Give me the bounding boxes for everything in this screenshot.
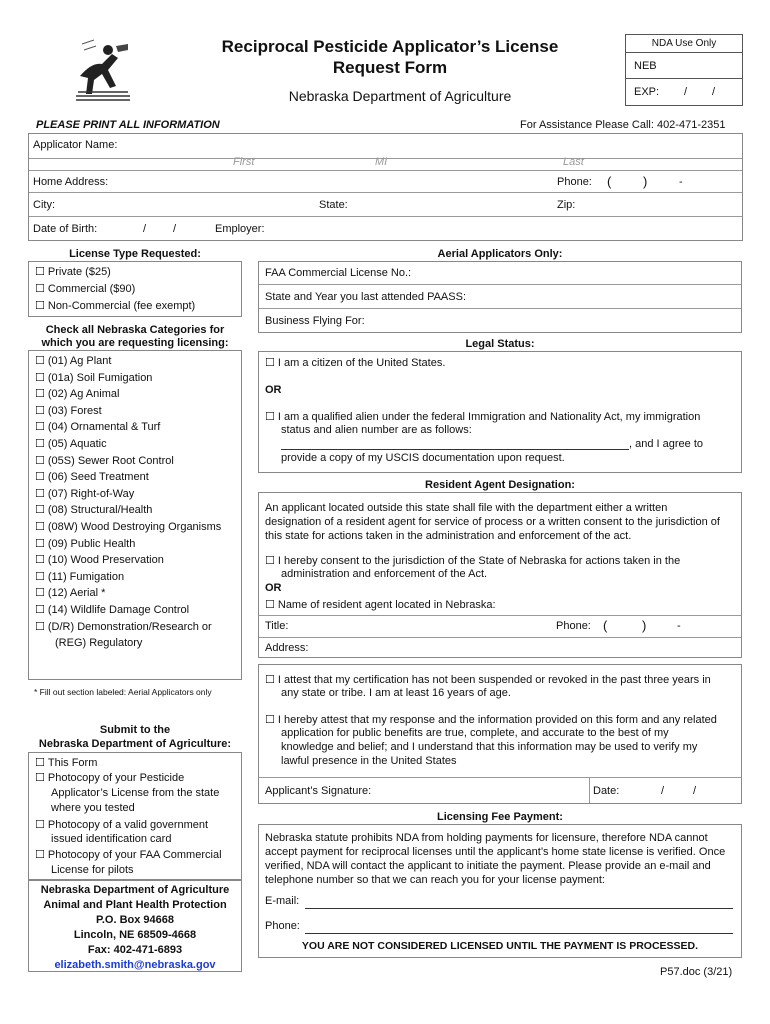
- attest-accuracy-checkbox[interactable]: ☐ I hereby attest that my response and the information provided on this form and any related: [265, 713, 717, 726]
- submit-item-line: issued identification card: [51, 832, 172, 845]
- submit-heading: [28, 723, 242, 751]
- nda-exp-slash1: /: [684, 86, 688, 98]
- category-checkbox[interactable]: ☐ (08) Structural/Health: [35, 502, 221, 519]
- category-checkbox[interactable]: ☐ (05) Aquatic: [35, 436, 221, 453]
- logo: [72, 36, 134, 104]
- license-type-box: [28, 261, 242, 317]
- submit-item-checkbox[interactable]: ☐ Photocopy of a valid government: [35, 817, 222, 832]
- category-checkbox[interactable]: ☐ (10) Wood Preservation: [35, 552, 221, 569]
- attest2-line2: application for public benefits are true, complete, and accurate to the best of my: [281, 727, 669, 739]
- assistance-phone: For Assistance Please Call: 402-471-2351: [520, 119, 726, 131]
- categories-heading: [28, 324, 242, 350]
- fee-line3: verified, NDA will contact the applicant to initiate the payment. Please provide an e-mail and: [265, 860, 711, 872]
- phone-dash: -: [679, 176, 683, 188]
- citizen-checkbox[interactable]: ☐ I am a citizen of the United States.: [265, 356, 445, 369]
- address-line3: P.O. Box 94668: [95, 914, 175, 926]
- agent-phone-close: ): [642, 618, 647, 633]
- category-checkbox[interactable]: ☐ (09) Public Health: [35, 536, 221, 553]
- dob-slash1: /: [143, 223, 147, 235]
- categories-footnote: * Fill out section labeled: Aerial Applicators only: [34, 687, 212, 697]
- category-checkbox[interactable]: ☐ (08W) Wood Destroying Organisms: [35, 519, 221, 536]
- farmer-sowing-icon: [72, 36, 134, 104]
- submit-item-line: License for pilots: [51, 863, 134, 876]
- city-label: City:: [33, 199, 55, 211]
- attestation-box: [258, 664, 742, 804]
- fee-email-field[interactable]: [305, 895, 733, 909]
- address-line4: Lincoln, NE 68509-4668: [73, 929, 197, 941]
- date-slash2: /: [693, 785, 697, 797]
- license-type-heading: License Type Requested:: [69, 248, 201, 260]
- categories-box: [28, 350, 242, 680]
- categories-heading-line1: Check all Nebraska Categories for: [45, 324, 225, 336]
- agent-name-checkbox[interactable]: ☐ Name of resident agent located in Nebraska:: [265, 598, 496, 611]
- categories-list: [35, 353, 221, 635]
- applicant-section: [28, 133, 743, 241]
- agent-address-label: Address:: [265, 642, 309, 654]
- legal-status-heading: Legal Status:: [465, 338, 535, 350]
- address-line2: Animal and Plant Health Protection: [43, 899, 227, 911]
- nda-address-box: [28, 880, 242, 972]
- nda-exp-row: [626, 79, 742, 105]
- category-checkbox[interactable]: ☐ (14) Wildlife Damage Control: [35, 602, 221, 619]
- fee-email-label: E-mail:: [265, 895, 300, 907]
- category-checkbox[interactable]: ☐ (11) Fumigation: [35, 569, 221, 586]
- applicator-name-label: Applicator Name:: [33, 139, 118, 151]
- nda-exp-slash2: /: [712, 86, 716, 98]
- first-name-hint: First: [233, 156, 255, 168]
- fee-phone-label: Phone:: [265, 920, 300, 932]
- attest2-line3: knowledge and belief; and I understand that this information may be used to verify my: [281, 741, 698, 753]
- agent-phone-label: Phone:: [556, 620, 591, 632]
- fee-warning: YOU ARE NOT CONSIDERED LICENSED UNTIL THE PAYMENT IS PROCESSED.: [301, 940, 699, 952]
- dob-label: Date of Birth:: [33, 223, 98, 235]
- footer-doc-code: P57.doc (3/21): [660, 966, 733, 978]
- license-option-commercial[interactable]: ☐ Commercial ($90): [35, 282, 135, 295]
- category-checkbox[interactable]: ☐ (05S) Sewer Root Control: [35, 453, 221, 470]
- category-checkbox[interactable]: ☐ (01a) Soil Fumigation: [35, 370, 221, 387]
- attest-certification-checkbox[interactable]: ☐ I attest that my certification has not been suspended or revoked in the past three years in: [265, 673, 711, 686]
- license-option-private[interactable]: ☐ Private ($25): [35, 265, 111, 278]
- title-line1: Reciprocal Pesticide Applicator’s License: [221, 37, 559, 56]
- contact-email-link[interactable]: elizabeth.smith@nebraska.gov: [54, 959, 216, 971]
- date-label: Date:: [593, 785, 620, 797]
- fee-phone-field[interactable]: [305, 920, 733, 934]
- alien-line2: status and alien number are as follows:: [281, 424, 472, 436]
- submit-box: [28, 752, 242, 880]
- print-instruction: PLEASE PRINT ALL INFORMATION: [36, 119, 220, 131]
- submit-item-line: where you tested: [51, 802, 135, 815]
- category-checkbox[interactable]: ☐ (03) Forest: [35, 403, 221, 420]
- ra-para-line1: An applicant located outside this state shall file with the department either a written: [265, 502, 668, 514]
- fee-line1: Nebraska statute prohibits NDA from holding payments for licensure, therefore NDA cannot: [265, 832, 708, 844]
- form-title: [190, 36, 590, 78]
- fee-paragraph: [265, 831, 725, 887]
- nda-neb: NEB: [626, 53, 742, 79]
- category-checkbox[interactable]: ☐ (06) Seed Treatment: [35, 469, 221, 486]
- address-line1: Nebraska Department of Agriculture: [40, 884, 230, 896]
- aerial-box: [258, 261, 742, 333]
- submit-item-line: Applicator’s License from the state: [51, 786, 220, 799]
- ra-or: OR: [265, 582, 282, 594]
- last-name-hint: Last: [563, 156, 584, 168]
- fee-line4: telephone number so that we can reach you for your license payment:: [265, 874, 605, 886]
- business-flying-label: Business Flying For:: [265, 315, 365, 327]
- home-address-label: Home Address:: [33, 176, 109, 188]
- state-label: State:: [319, 199, 348, 211]
- title-line2: Request Form: [332, 58, 448, 77]
- categories-heading-line2: which you are requesting licensing:: [41, 337, 229, 349]
- category-checkbox[interactable]: ☐ (02) Ag Animal: [35, 386, 221, 403]
- dob-slash2: /: [173, 223, 177, 235]
- address-line5: Fax: 402-471-6893: [87, 944, 183, 956]
- department-name: Nebraska Department of Agriculture: [288, 88, 512, 104]
- legal-or: OR: [265, 384, 282, 396]
- category-checkbox[interactable]: ☐ (04) Ornamental & Turf: [35, 419, 221, 436]
- zip-label: Zip:: [557, 199, 576, 211]
- category-checkbox[interactable]: ☐ (07) Right-of-Way: [35, 486, 221, 503]
- legal-status-box: [258, 351, 742, 473]
- nda-use-label: NDA Use Only: [626, 35, 742, 53]
- date-slash1: /: [661, 785, 665, 797]
- fee-box: [258, 824, 742, 958]
- alien-line4: provide a copy of my USCIS documentation upon request.: [281, 452, 565, 464]
- submit-item-checkbox[interactable]: ☐ Photocopy of your Pesticide: [35, 770, 222, 785]
- consent-line2: administration and enforcement of the Act.: [281, 568, 488, 580]
- license-option-noncommercial[interactable]: ☐ Non-Commercial (fee exempt): [35, 299, 195, 312]
- submit-item-checkbox[interactable]: ☐ This Form: [35, 755, 222, 770]
- employer-label: Employer:: [215, 223, 265, 235]
- resident-agent-box: [258, 492, 742, 658]
- nda-exp: EXP:: [634, 86, 660, 98]
- submit-heading-line1: Submit to the: [99, 724, 171, 736]
- attest2-line4: lawful presence in the United States: [281, 755, 457, 767]
- agent-title-label: Title:: [265, 620, 289, 632]
- category-checkbox[interactable]: ☐ (12) Aerial *: [35, 585, 221, 602]
- alien-number-field[interactable]: [281, 436, 629, 450]
- category-checkbox[interactable]: ☐ (01) Ag Plant: [35, 353, 221, 370]
- category-reg: (REG) Regulatory: [55, 637, 143, 649]
- alien-checkbox[interactable]: ☐ I am a qualified alien under the federal Immigration and Nationality Act, my immigration: [265, 410, 700, 423]
- submit-list: [35, 755, 222, 878]
- resident-agent-heading: Resident Agent Designation:: [425, 479, 575, 491]
- paass-label: State and Year you last attended PAASS:: [265, 291, 466, 303]
- fee-line2: accept payment for reciprocal licenses until the applicant’s home state license is verified. Once: [265, 846, 726, 858]
- phone-label: Phone:: [557, 176, 592, 188]
- nda-use-box: [625, 34, 743, 106]
- ra-para-line2: designation of a resident agent for service of process or a written consent to the jurisdiction of: [265, 516, 720, 528]
- ra-para-line3: this state for actions taken in the administration and enforcement of the act.: [265, 530, 632, 542]
- submit-item-checkbox[interactable]: ☐ Photocopy of your FAA Commercial: [35, 847, 222, 862]
- consent-checkbox[interactable]: ☐ I hereby consent to the jurisdiction of the State of Nebraska for actions taken in the: [265, 554, 680, 567]
- faa-license-label: FAA Commercial License No.:: [265, 267, 412, 279]
- resident-agent-paragraph: [265, 501, 720, 543]
- attest1-line2: any state or tribe. I am at least 16 years of age.: [281, 687, 511, 699]
- phone-open: (: [607, 174, 612, 189]
- category-checkbox[interactable]: ☐ (D/R) Demonstration/Research or: [35, 619, 221, 636]
- aerial-heading: Aerial Applicators Only:: [437, 248, 563, 260]
- phone-close: ): [643, 174, 648, 189]
- mi-hint: MI: [375, 156, 388, 168]
- submit-heading-line2: Nebraska Department of Agriculture:: [38, 738, 232, 750]
- agent-phone-dash: -: [677, 620, 681, 632]
- signature-field[interactable]: [259, 778, 589, 803]
- signature-label: Applicant’s Signature:: [265, 785, 372, 797]
- fee-heading: Licensing Fee Payment:: [437, 811, 563, 823]
- alien-line3: , and I agree to: [629, 438, 703, 450]
- agent-phone-open: (: [603, 618, 608, 633]
